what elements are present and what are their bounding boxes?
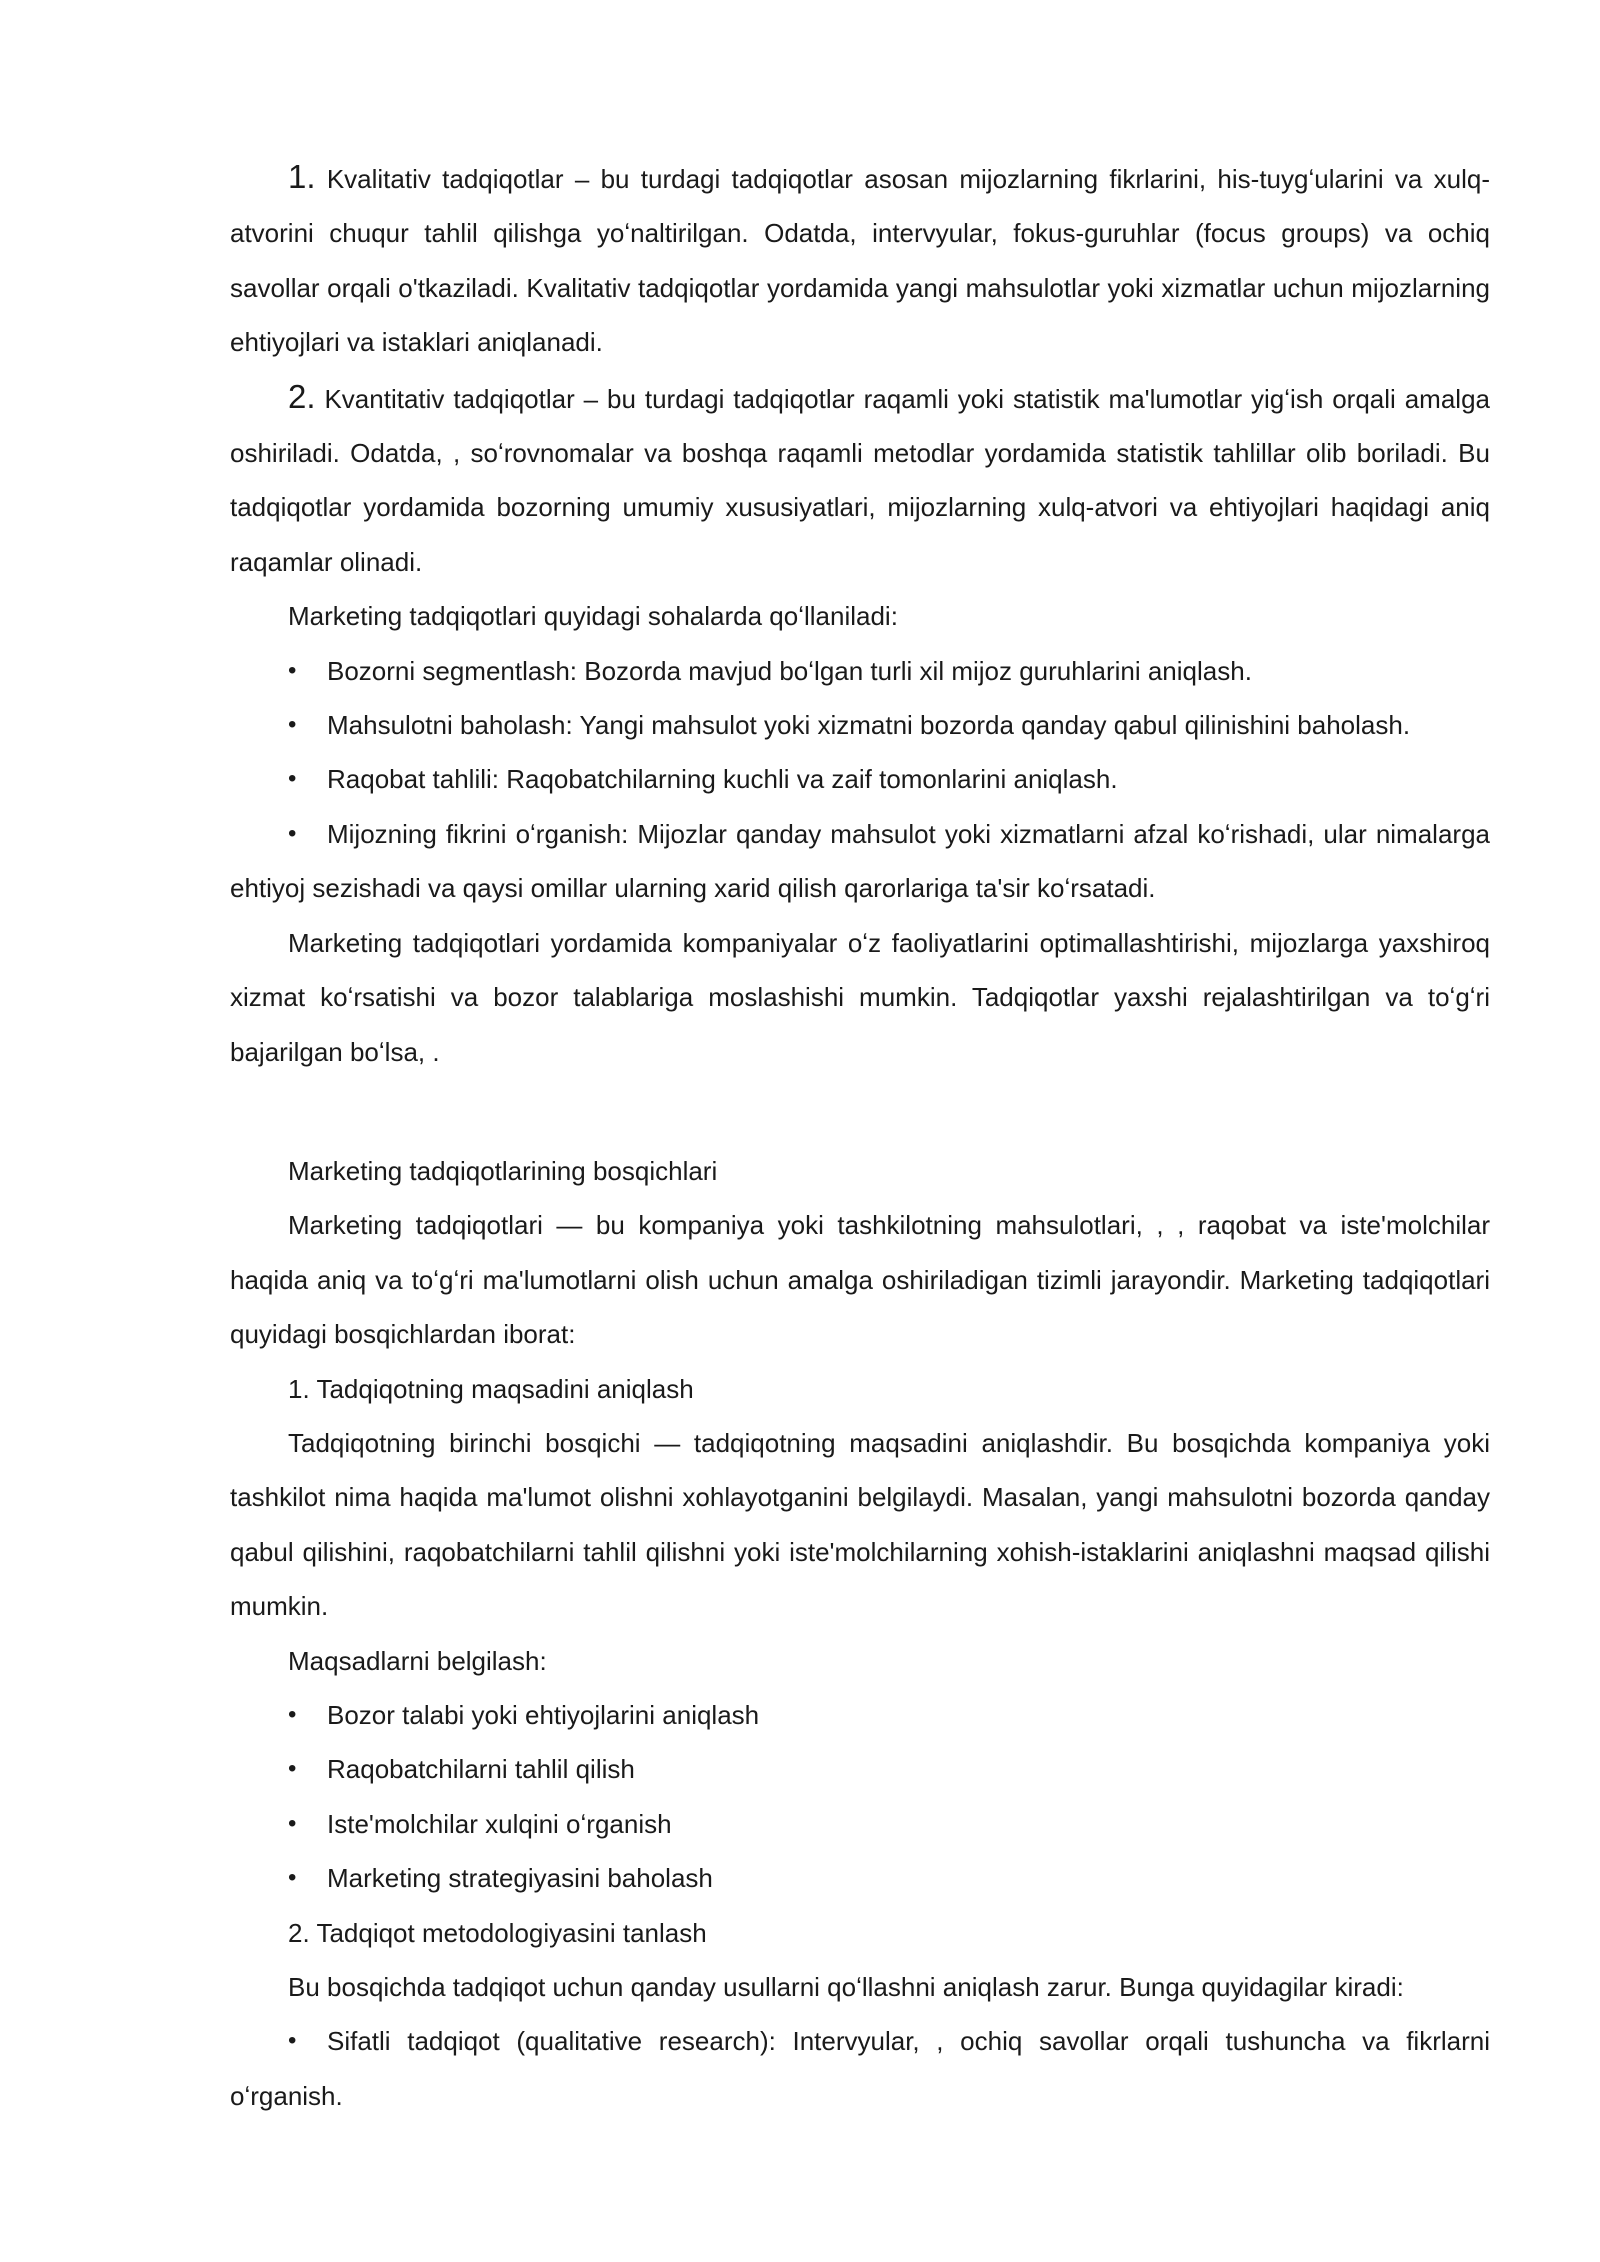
- paragraph-text: Kvalitativ tadqiqotlar – bu turdagi tadqiqotlar asosan mijozlarning fikrlarini, his-tuygʻularini va xulq-atvorini chuqur tahlil qilishga yoʻnaltirilgan. Odatda, intervyular, fokus-guruhlar (focus groups) va ochiq savollar orqali o'tkaziladi. Kvalitativ tadqiqotlar yordamida yangi mahsulotlar yoki xizmatlar uchun mijozlarning ehtiyojlari va istaklari aniqlanadi.: [230, 164, 1490, 358]
- paragraph-benefits: Marketing tadqiqotlari yordamida kompaniyalar oʻz faoliyatlarini optimallashtirishi, mijozlarga yaxshiroq xizmat koʻrsatishi va bozor talablariga moslashishi mumkin. Tadqiqotlar yaxshi rejalashtirilgan va toʻgʻri bajarilgan boʻlsa, .: [230, 927, 1490, 1067]
- list-number: 1.: [288, 158, 316, 195]
- document-body: [230, 150, 1490, 2123]
- bullet-icon: •: [288, 819, 297, 847]
- bullet-icon: •: [288, 765, 297, 793]
- bullet-icon: •: [288, 1809, 297, 1837]
- bullet-icon: •: [288, 2027, 297, 2055]
- bullet-icon: •: [288, 656, 297, 684]
- step-title: 1. Tadqiqotning maqsadini aniqlash: [288, 1373, 694, 1404]
- list-item: [230, 752, 1490, 806]
- paragraph-text: Kvantitativ tadqiqotlar – bu turdagi tadqiqotlar raqamli yoki statistik ma'lumotlar yigʻish orqali amalga oshiriladi. Odatda, , soʻrovnomalar va boshqa raqamli metodlar yordamida statistik tahlillar olib boriladi. Bu tadqiqotlar yordamida bozorning umumiy xususiyatlari, mijozlarning xulq-atvori va ehtiyojlari haqidagi aniq raqamlar olinadi.: [230, 383, 1490, 577]
- list-item: [230, 1851, 1490, 1905]
- bullet-icon: •: [288, 1755, 297, 1783]
- list-item: [230, 1742, 1490, 1796]
- list-item-text: Mijozning fikrini oʻrganish: Mijozlar qanday mahsulot yoki xizmatlarni afzal koʻrishadi, ular nimalarga ehtiyoj sezishadi va qaysi omillar ularning xarid qilish qarorlariga ta'sir koʻrsatadi.: [230, 818, 1490, 904]
- paragraph-methodology: Bu bosqichda tadqiqot uchun qanday usullarni qoʻllashni aniqlash zarur. Bunga quyidagilar kiradi:: [288, 1972, 1404, 2002]
- paragraph-definition: Marketing tadqiqotlari — bu kompaniya yoki tashkilotning mahsulotlari, , , raqobat va iste'molchilar haqida aniq va toʻgʻri ma'lumotlarni olish uchun amalga oshiriladigan tizimli jarayondir. Marketing tadqiqotlari quyidagi bosqichlardan iborat:: [230, 1210, 1490, 1350]
- bullet-icon: •: [288, 711, 297, 739]
- paragraph-qualitative: [230, 150, 1490, 370]
- list-item-text: Bozorni segmentlash: Bozorda mavjud boʻlgan turli xil mijoz guruhlarini aniqlash.: [327, 655, 1252, 686]
- list-item-text: Raqobat tahlili: Raqobatchilarning kuchli va zaif tomonlarini aniqlash.: [327, 764, 1118, 795]
- paragraph-applications-intro: Marketing tadqiqotlari quyidagi sohalarda qoʻllaniladi:: [288, 601, 898, 632]
- list-item-text: Sifatli tadqiqot (qualitative research): Intervyular, , ochiq savollar orqali tushuncha va fikrlarni oʻrganish.: [230, 2026, 1490, 2111]
- spacer: [230, 1079, 1490, 1144]
- bullet-icon: •: [288, 1864, 297, 1892]
- paragraph-step1: Tadqiqotning birinchi bosqichi — tadqiqotning maqsadini aniqlashdir. Bu bosqichda kompaniya yoki tashkilot nima haqida ma'lumot olishni xohlayotganini belgilaydi. Masalan, yangi mahsulotni bozorda qanday qabul qilishini, raqobatchilarni tahlil qilishni yoki iste'molchilarning xohish-istaklarini aniqlashni maqsad qilishi mumkin.: [230, 1427, 1490, 1622]
- list-item: [230, 644, 1490, 698]
- list-item-text: Mahsulotni baholash: Yangi mahsulot yoki xizmatni bozorda qanday qabul qilinishini baholash.: [327, 710, 1411, 741]
- list-item-text: Bozor talabi yoki ehtiyojlarini aniqlash: [327, 1699, 760, 1730]
- list-item: [230, 1797, 1490, 1851]
- list-item: [230, 807, 1490, 916]
- list-item-text: Iste'molchilar xulqini oʻrganish: [327, 1808, 672, 1839]
- list-number: 2.: [288, 377, 316, 415]
- list-item: [230, 698, 1490, 752]
- paragraph-quantitative: [230, 370, 1490, 590]
- list-item-text: Marketing strategiyasini baholash: [327, 1863, 713, 1894]
- bullet-icon: •: [288, 1700, 297, 1728]
- list-item: [230, 1688, 1490, 1742]
- list-item: [230, 2014, 1490, 2123]
- list-item-text: Raqobatchilarni tahlil qilish: [327, 1754, 635, 1785]
- section-heading: Marketing tadqiqotlarining bosqichlari: [288, 1155, 718, 1186]
- paragraph-goals-intro: Maqsadlarni belgilash:: [288, 1645, 547, 1676]
- step-title: 2. Tadqiqot metodologiyasini tanlash: [288, 1917, 707, 1948]
